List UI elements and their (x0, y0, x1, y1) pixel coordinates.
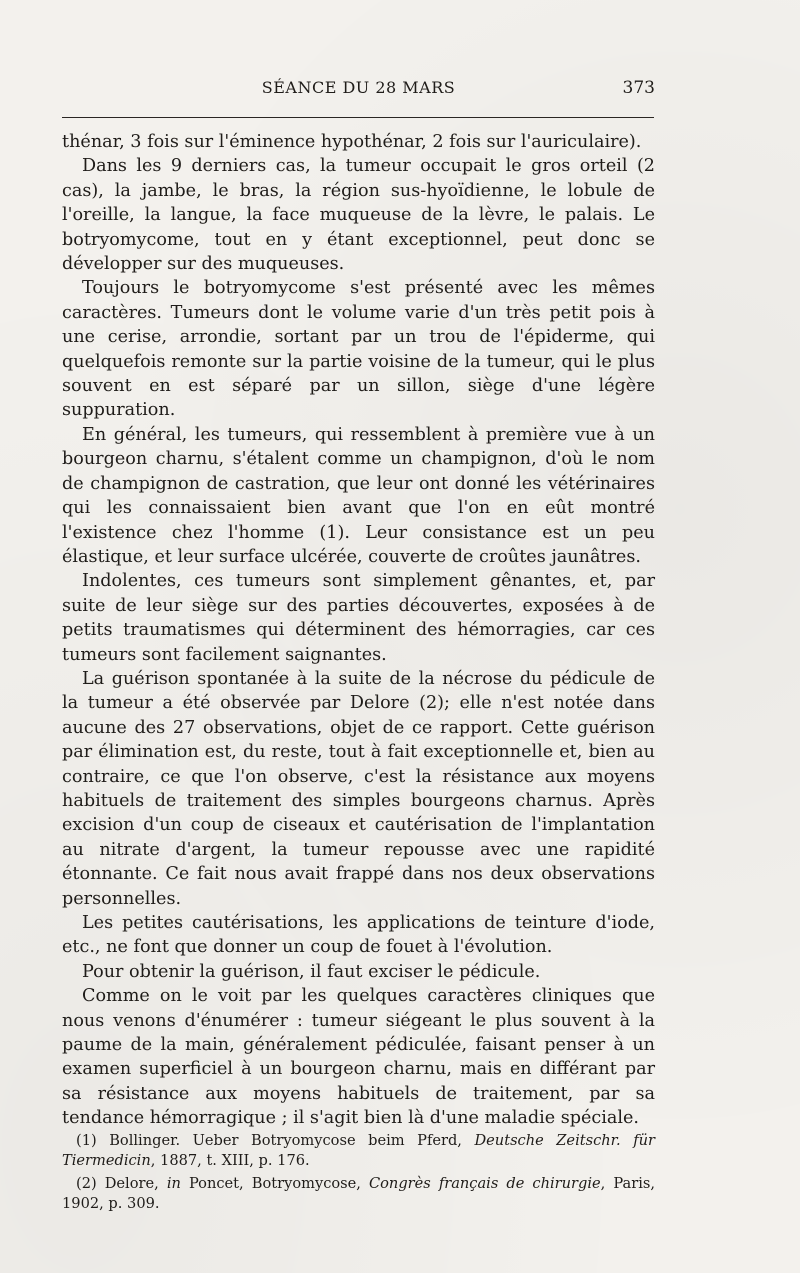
footnote-in: in (166, 1175, 181, 1192)
header-rule (62, 117, 654, 118)
paragraph: Indolentes, ces tumeurs sont simplement gênantes, et, par suite de leur siège sur des parties découvertes, exposées à de petits traumatismes qui déterminent des hémorragies, car ces tumeurs sont facilement saignantes. (62, 571, 655, 665)
paragraph: Toujours le botryomycome s'est présenté avec les mêmes caractères. Tumeurs dont le volume varie d'un très petit pois à une cerise, arrondie, sortant par un trou de l'épiderme, qui quelquefois remonte sur la partie voisine de la tumeur, qui le plus souvent en est séparé par un sillon, siège d'une légère suppuration. (62, 278, 655, 421)
body-text (62, 130, 655, 1131)
page-number: 373 (622, 78, 655, 98)
paragraph: Dans les 9 derniers cas, la tumeur occupait le gros orteil (2 cas), la jambe, le bras, la région sus-hyoïdienne, le lobule de l'oreille, la langue, la face muqueuse de la lèvre, le palais. Le botryomycome, tout en y étant exceptionnel, peut donc se développer sur des muqueuses. (62, 156, 655, 275)
footnotes (62, 1131, 655, 1217)
paragraph: Comme on le voit par les quelques caractères cliniques que nous venons d'énumérer : tumeur siégeant le plus souvent à la paume de la main, généralement pédiculée, faisant penser à un examen superficiel à un bourgeon charnu, mais en différant par sa résistance aux moyens habituels de traitement, par sa tendance hémorragique ; il s'agit bien là d'une maladie spéciale. (62, 986, 655, 1129)
paragraph: En général, les tumeurs, qui ressemblent à première vue à un bourgeon charnu, s'étalent comme un champignon, d'où le nom de champignon de castration, que leur ont donné les vétérinaires qui les connaissaient bien avant que l'on en eût montré l'existence chez l'homme (1). Leur consistance est un peu élastique, et leur surface ulcérée, couverte de croûtes jaunâtres. (62, 424, 655, 567)
paragraph: Pour obtenir la guérison, il faut exciser le pédicule. (82, 961, 541, 982)
paragraph: La guérison spontanée à la suite de la nécrose du pédicule de la tumeur a été observée par Delore (2); elle n'est notée dans aucune des 27 observations, objet de ce rapport. Cette guérison par élimination est, du reste, tout à fait exceptionnelle et, bien au contraire, ce que l'on observe, c'est la résistance aux moyens habituels de traitement des simples bourgeons charnus. Après excision d'un coup de ciseaux et cautérisation de l'implantation au nitrate d'argent, la tumeur repousse avec une rapidité étonnante. Ce fait nous avait frappé dans nos deux observations personnelles. (62, 668, 655, 909)
header-title: SÉANCE DU 28 MARS (261, 78, 456, 97)
footnote-1 (62, 1131, 655, 1170)
paragraph: Les petites cautérisations, les applications de teinture d'iode, etc., ne font que donner un coup de fouet à l'évolution. (62, 913, 655, 958)
footnote-text: (2) Delore, (76, 1175, 167, 1192)
footnote-text: Poncet, Botryomycose, (180, 1175, 369, 1192)
footnote-journal: Deutsche Zeitschr. für Tiermedicin (62, 1132, 655, 1169)
footnote-text: , 1887, t. XIII, p. 176. (150, 1151, 310, 1169)
footnote-2 (62, 1174, 655, 1213)
footnote-text: (1) Bollinger. Ueber Botryomycose beim Pferd, (76, 1132, 475, 1149)
footnote-text: , Paris, 1902, p. 309. (62, 1175, 655, 1212)
running-header (62, 74, 655, 104)
paragraph: thénar, 3 fois sur l'éminence hypothénar, 2 fois sur l'auriculaire). (62, 132, 642, 152)
footnote-journal: Congrès français de chirurgie (368, 1175, 601, 1192)
